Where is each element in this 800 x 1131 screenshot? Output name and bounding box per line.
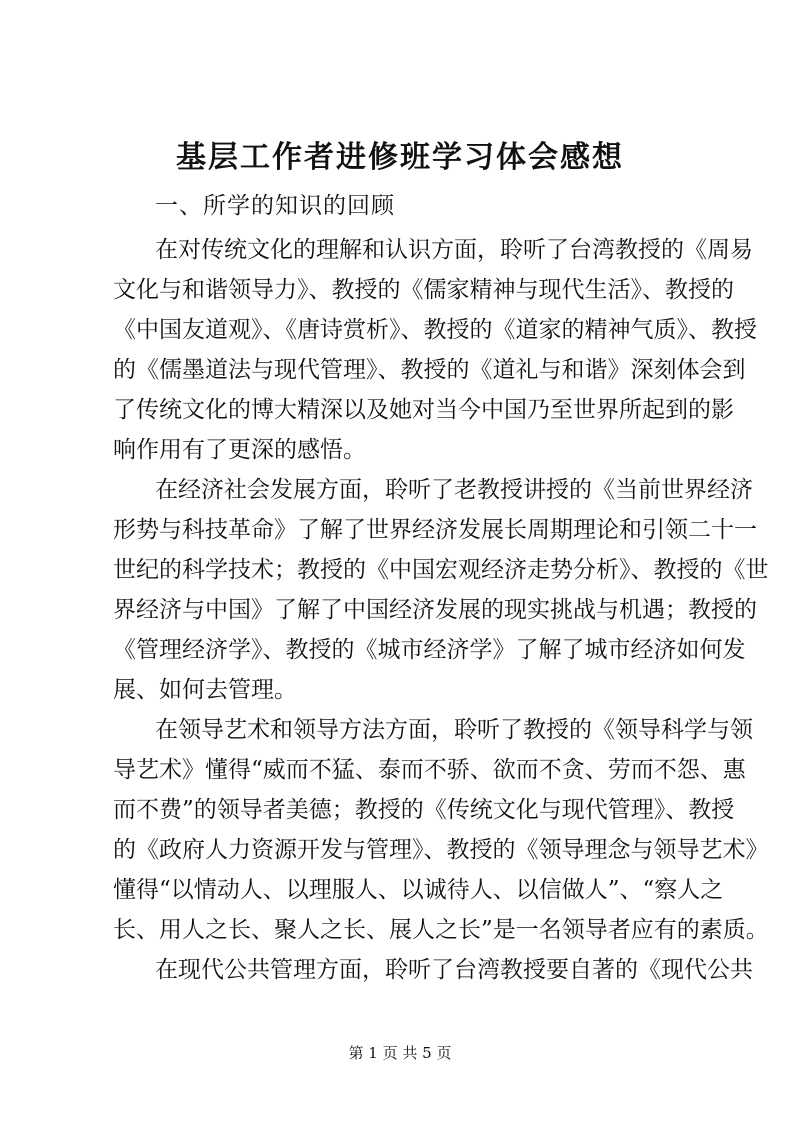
- paragraph-4-line-1: 在现代公共管理方面，聆听了台湾教授要自著的《现代公共: [155, 957, 753, 983]
- paragraph-3-line-3: 而不费”的领导者美德；教授的《传统文化与现代管理》、教授: [113, 797, 735, 823]
- paragraph-3-line-2: 导艺术》懂得“威而不猛、泰而不骄、欲而不贪、劳而不怨、惠: [113, 757, 746, 783]
- paragraph-1-line-1: 在对传统文化的理解和认识方面，聆听了台湾教授的《周易: [155, 237, 753, 263]
- paragraph-2-line-4: 界经济与中国》了解了中国经济发展的现实挑战与机遇；教授的: [113, 597, 757, 623]
- paragraph-1-line-2: 文化与和谐领导力》、教授的《儒家精神与现代生活》、教授的: [113, 277, 734, 303]
- document-title: 基层工作者进修班学习体会感想: [176, 140, 624, 175]
- paragraph-1-line-6: 响作用有了更深的感悟。: [113, 437, 366, 463]
- paragraph-1-line-3: 《中国友道观》、《唐诗赏析》、教授的《道家的精神气质》、教授: [113, 317, 757, 343]
- paragraph-3-line-4: 的《政府人力资源开发与管理》、教授的《领导理念与领导艺术》: [113, 837, 769, 863]
- paragraph-2-line-2: 形势与科技革命》了解了世界经济发展长周期理论和引领二十一: [113, 517, 757, 543]
- paragraph-3-line-6: 长、用人之长、聚人之长、展人之长”是一名领导者应有的素质。: [113, 917, 769, 943]
- paragraph-2-line-6: 展、如何去管理。: [113, 677, 297, 703]
- paragraph-1-line-4: 的《儒墨道法与现代管理》、教授的《道礼与和谐》深刻体会到: [113, 357, 746, 383]
- page-indicator: 第 1 页 共 5 页: [348, 1044, 452, 1062]
- paragraph-2-line-3: 世纪的科学技术；教授的《中国宏观经济走势分析》、教授的《世: [113, 557, 769, 583]
- paragraph-2-line-5: 《管理经济学》、教授的《城市经济学》了解了城市经济如何发: [113, 637, 746, 663]
- paragraph-3-line-1: 在领导艺术和领导方法方面，聆听了教授的《领导科学与领: [155, 717, 753, 743]
- paragraph-3-line-5: 懂得“以情动人、以理服人、以诚待人、以信做人”、“察人之: [113, 877, 724, 903]
- paragraph-1-line-5: 了传统文化的博大精深以及她对当今中国乃至世界所起到的影: [113, 397, 734, 423]
- section-heading: 一、所学的知识的回顾: [155, 193, 395, 219]
- paragraph-2-line-1: 在经济社会发展方面，聆听了老教授讲授的《当前世界经济: [155, 477, 753, 503]
